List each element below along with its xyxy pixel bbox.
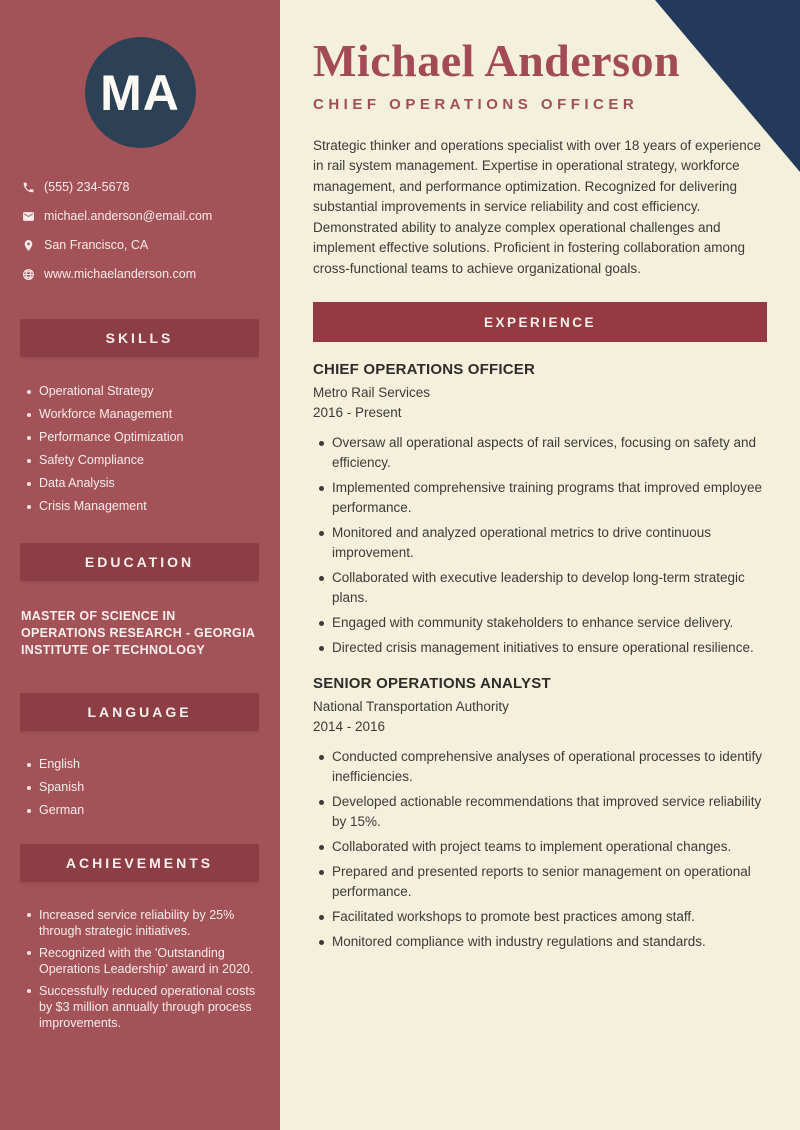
achievement-item: Increased service reliability by 25% through strategic initiatives. [27, 907, 260, 939]
education-section-header [20, 543, 259, 581]
language-list [0, 758, 280, 817]
job-bullet: Collaborated with project teams to implement operational changes. [313, 837, 767, 857]
language-item: Spanish [27, 781, 260, 794]
job-entry [313, 675, 767, 952]
job-bullet-list [313, 433, 767, 658]
job-bullet: Monitored and analyzed operational metrics to drive continuous improvement. [313, 523, 767, 563]
phone-icon [22, 181, 35, 194]
job-company: National Transportation Authority [313, 699, 509, 715]
contact-website [22, 268, 280, 281]
avatar-initials: MA [100, 64, 180, 121]
achievements-list [0, 907, 280, 1031]
person-name: Michael Anderson [313, 35, 681, 86]
job-bullet: Prepared and presented reports to senior management on operational performance. [313, 862, 767, 902]
job-bullet: Directed crisis management initiatives to ensure operational resilience. [313, 638, 767, 658]
job-bullet: Oversaw all operational aspects of rail services, focusing on safety and efficiency. [313, 433, 767, 473]
job-bullet-list [313, 747, 767, 952]
achievements-section-header [20, 844, 259, 882]
experience-section-header [313, 302, 767, 342]
profile-summary: Strategic thinker and operations specialist with over 18 years of experience in rail system management. Expertise in operational strategy, workforce management, and performance optimization. Recognized for delivering substantial improvements in service reliability and cost efficiency. Demonstrated ability to analyze complex operational challenges and implement effective solutions. Proficient in fostering collaboration among cross-functional teams to achieve organizational goals. [313, 137, 761, 276]
globe-icon [22, 268, 35, 281]
job-dates: 2014 - 2016 [313, 719, 386, 735]
experience-section-label: EXPERIENCE [483, 314, 597, 330]
achievement-item: Recognized with the 'Outstanding Operations Leadership' award in 2020. [27, 945, 260, 977]
skills-list [0, 385, 280, 513]
main-column [280, 0, 800, 1130]
avatar [85, 37, 196, 148]
language-item: German [27, 804, 260, 817]
job-title: CHIEF OPERATIONS OFFICER [313, 361, 536, 379]
skill-item: Safety Compliance [27, 454, 260, 467]
skill-item: Performance Optimization [27, 431, 260, 444]
contact-phone-value: (555) 234-5678 [44, 180, 130, 194]
contact-location [22, 239, 280, 252]
contact-email-value: michael.anderson@email.com [44, 209, 213, 223]
education-section-label: EDUCATION [84, 554, 195, 570]
job-bullet: Engaged with community stakeholders to enhance service delivery. [313, 613, 767, 633]
job-dates: 2016 - Present [313, 405, 402, 421]
sidebar [0, 0, 280, 1130]
job-entry [313, 361, 767, 658]
language-section-header [20, 693, 259, 731]
contact-email [22, 210, 280, 223]
skill-item: Workforce Management [27, 408, 260, 421]
skill-item: Operational Strategy [27, 385, 260, 398]
achievement-item: Successfully reduced operational costs by $3 million annually through process improvements. [27, 983, 260, 1031]
job-bullet: Developed actionable recommendations that improved service reliability by 15%. [313, 792, 767, 832]
job-company: Metro Rail Services [313, 385, 431, 401]
achievements-section-label: ACHIEVEMENTS [65, 855, 214, 871]
job-title: SENIOR OPERATIONS ANALYST [313, 675, 551, 693]
skill-item: Crisis Management [27, 500, 260, 513]
email-icon [22, 210, 35, 223]
language-item: English [27, 758, 260, 771]
job-bullet: Implemented comprehensive training programs that improved employee performance. [313, 478, 767, 518]
job-bullet: Monitored compliance with industry regulations and standards. [313, 932, 767, 952]
job-bullet: Collaborated with executive leadership to develop long-term strategic plans. [313, 568, 767, 608]
contact-website-value: www.michaelanderson.com [44, 267, 197, 281]
education-degree: MASTER OF SCIENCE IN OPERATIONS RESEARCH - GEORGIA INSTITUTE OF TECHNOLOGY [21, 609, 255, 657]
location-icon [22, 239, 35, 252]
skills-section-header [20, 319, 259, 357]
skills-section-label: SKILLS [105, 330, 174, 346]
language-section-label: LANGUAGE [87, 704, 192, 720]
job-bullet: Facilitated workshops to promote best practices among staff. [313, 907, 767, 927]
contact-phone [22, 181, 280, 194]
contact-list [22, 181, 280, 281]
job-bullet: Conducted comprehensive analyses of operational processes to identify inefficiencies. [313, 747, 767, 787]
skill-item: Data Analysis [27, 477, 260, 490]
person-job-title: CHIEF OPERATIONS OFFICER [313, 95, 639, 113]
contact-location-value: San Francisco, CA [44, 238, 149, 252]
